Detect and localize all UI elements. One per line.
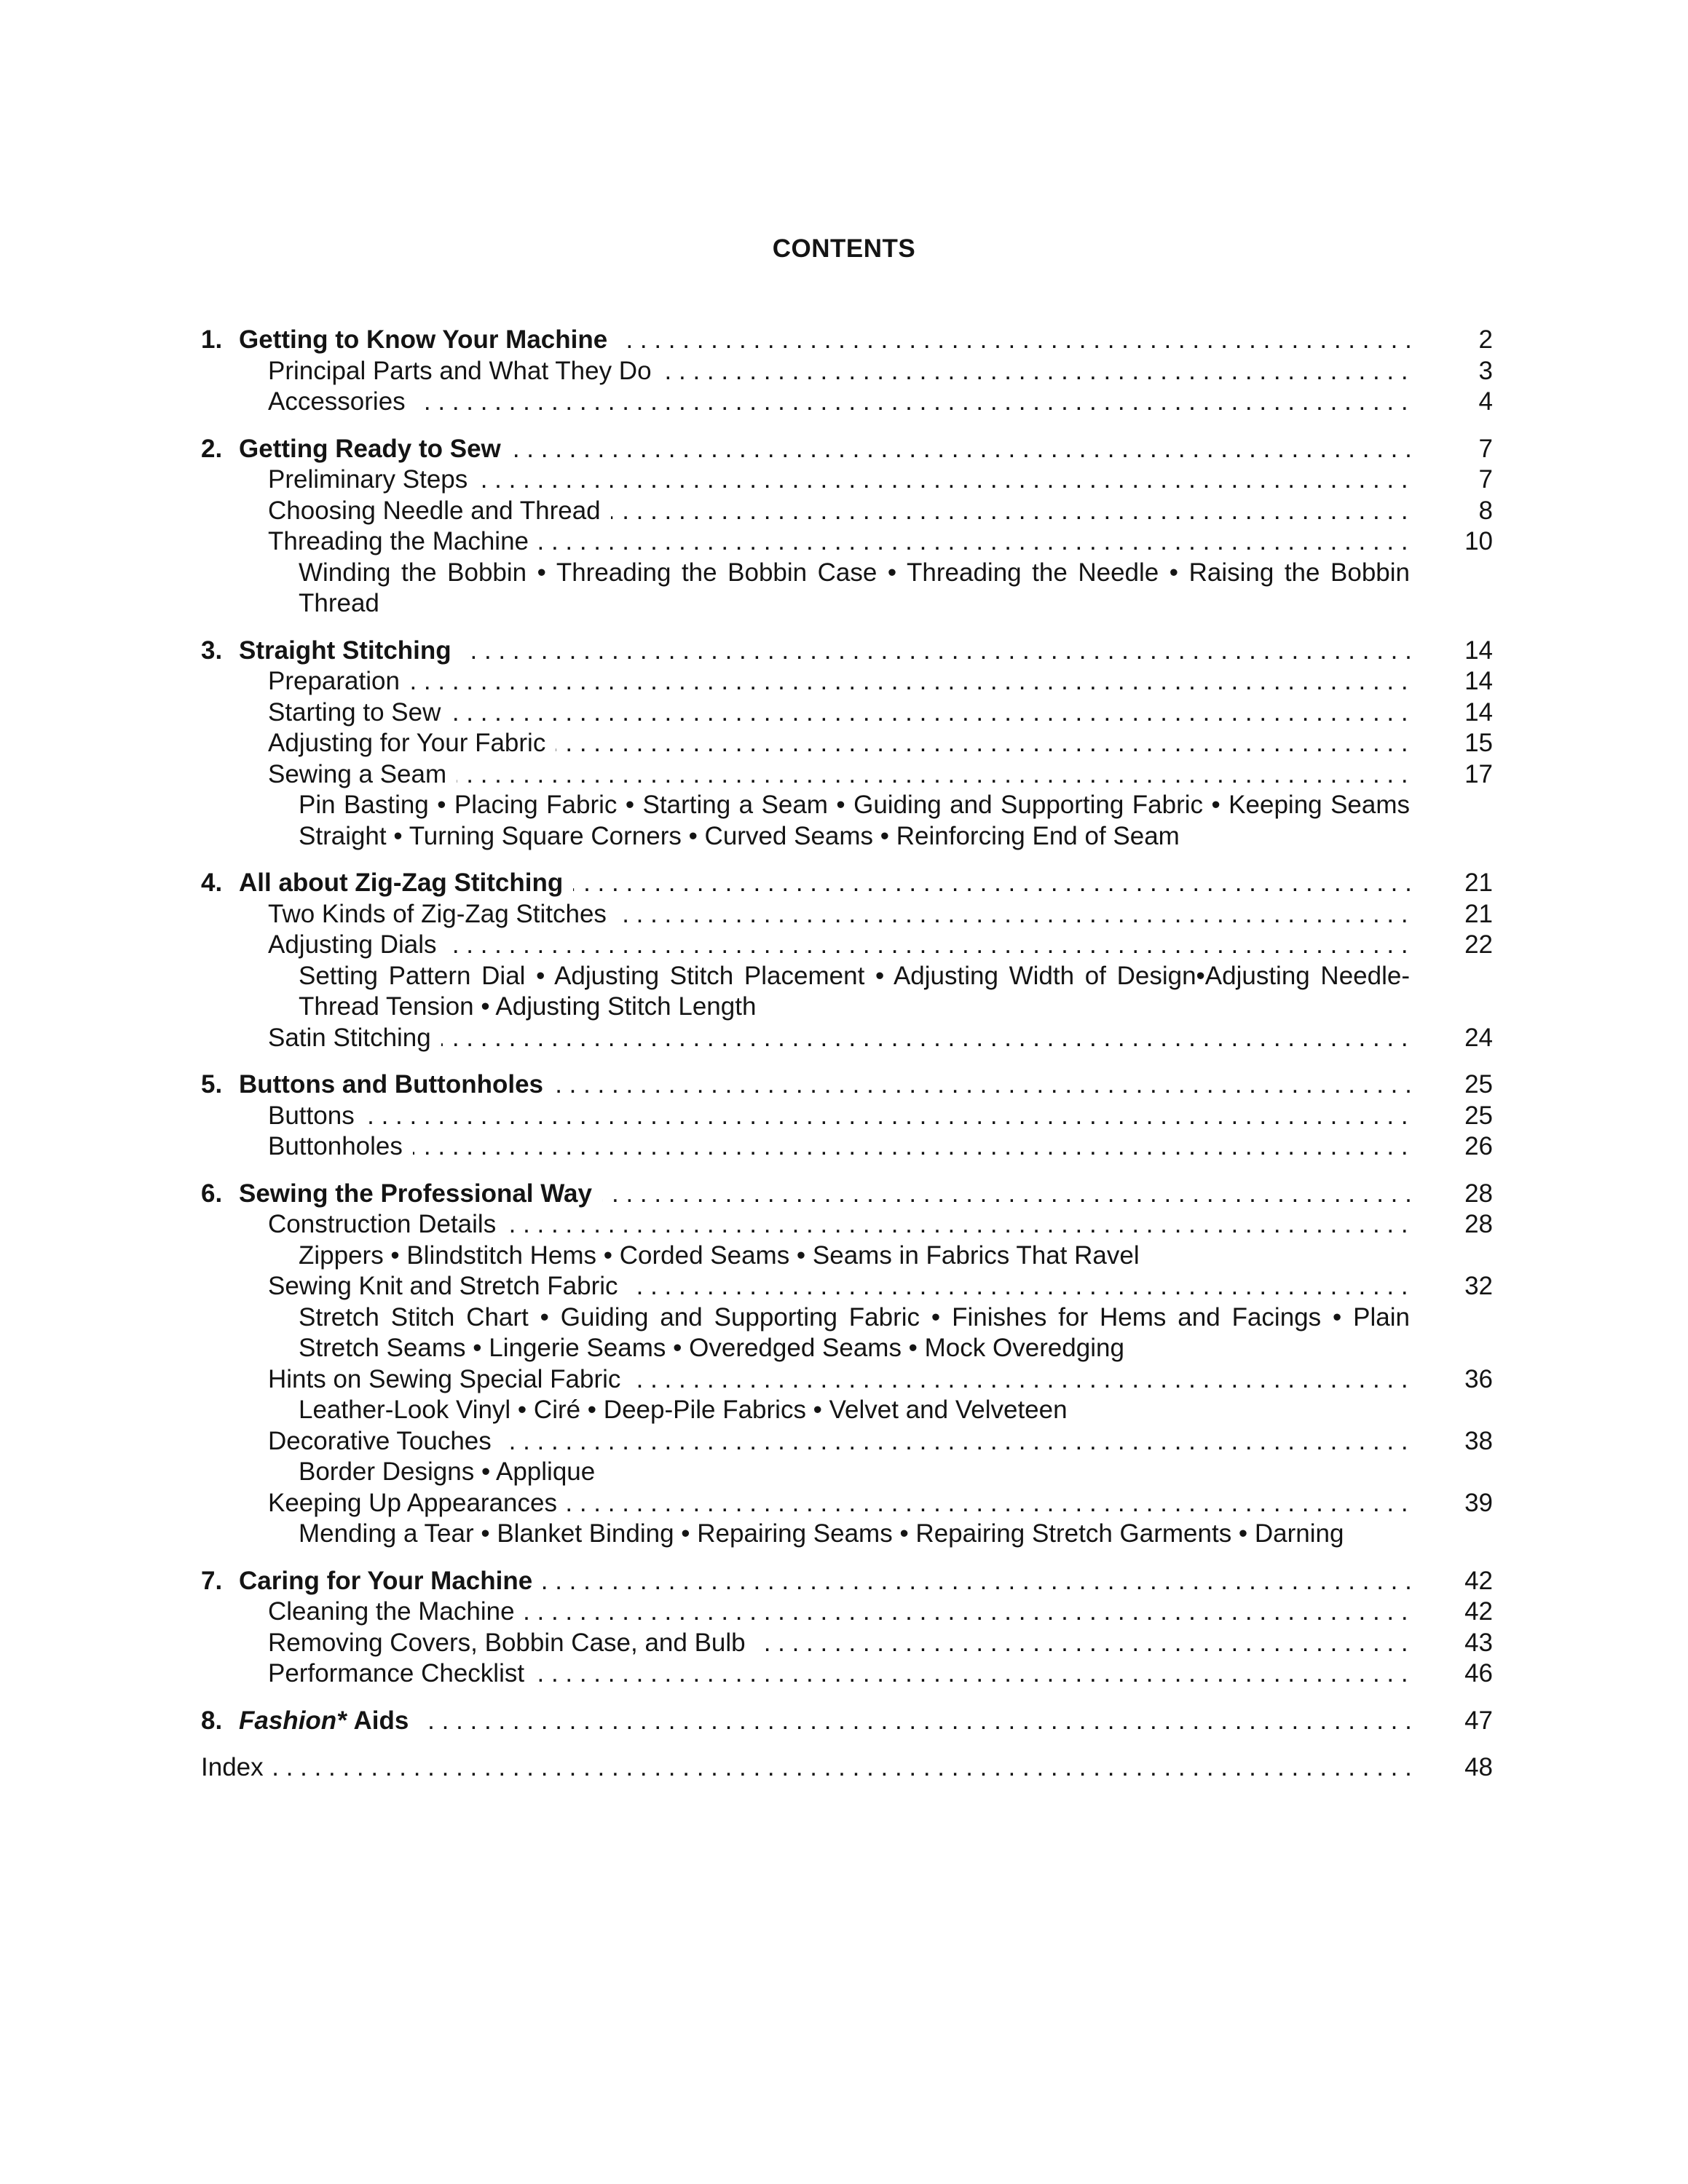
section-number: 2. bbox=[201, 434, 223, 463]
section-heading[interactable] bbox=[201, 1706, 1493, 1737]
entry-title: Buttons bbox=[268, 1101, 365, 1130]
entry-title: Decorative Touches bbox=[268, 1427, 502, 1455]
toc-entry[interactable] bbox=[201, 1271, 1493, 1302]
page-number: 14 bbox=[1464, 697, 1493, 727]
entry-topics: Stretch Stitch Chart • Guiding and Supporting Fabric • Finishes for Hems and Facings • Plain Stretch Seams • Lingerie Seams • Overedged Seams • Mock Overedging bbox=[299, 1302, 1410, 1362]
section-title: Getting Ready to Sew bbox=[239, 434, 501, 463]
page-number: 8 bbox=[1478, 496, 1493, 525]
toc-entry[interactable] bbox=[201, 1658, 1493, 1690]
page-number: 39 bbox=[1464, 1488, 1493, 1517]
section-title: Caring for Your Machine bbox=[239, 1566, 533, 1595]
entry-title: Removing Covers, Bobbin Case, and Bulb bbox=[268, 1629, 756, 1657]
entry-title: Sewing a Seam bbox=[268, 760, 457, 788]
entry-title: Preparation bbox=[268, 667, 410, 695]
entry-title: Starting to Sew bbox=[268, 698, 451, 727]
entry-topics: Zippers • Blindstitch Hems • Corded Seams • Seams in Fabrics That Ravel bbox=[299, 1241, 1140, 1270]
entry-topics: Winding the Bobbin • Threading the Bobbin Case • Threading the Needle • Raising the Bobbin Thread bbox=[299, 558, 1410, 617]
entry-title: Construction Details bbox=[268, 1210, 506, 1238]
toc-entry[interactable] bbox=[201, 1023, 1493, 1054]
section-number: 5. bbox=[201, 1070, 223, 1099]
section-title: Sewing the Professional Way bbox=[239, 1179, 592, 1208]
entry-title: Preliminary Steps bbox=[268, 465, 478, 494]
entry-title: Choosing Needle and Thread bbox=[268, 496, 611, 525]
entry-title: Buttonholes bbox=[268, 1132, 413, 1160]
section-title-italic: Fashion* bbox=[239, 1706, 347, 1735]
section-title: Getting to Know Your Machine bbox=[239, 325, 608, 354]
entry-title: Accessories bbox=[268, 387, 416, 416]
page-number: 25 bbox=[1464, 1101, 1493, 1130]
toc-entry[interactable] bbox=[201, 1101, 1493, 1132]
section-title: Straight Stitching bbox=[239, 636, 451, 665]
entry-title: Sewing Knit and Stretch Fabric bbox=[268, 1272, 628, 1300]
page-number: 17 bbox=[1464, 759, 1493, 788]
page-number: 14 bbox=[1464, 636, 1493, 665]
table-of-contents bbox=[201, 325, 1493, 1800]
page-number: 28 bbox=[1464, 1210, 1493, 1238]
page-number: 21 bbox=[1464, 869, 1493, 897]
toc-entry[interactable] bbox=[201, 1488, 1493, 1519]
toc-entry[interactable] bbox=[201, 728, 1493, 759]
page-number: 38 bbox=[1464, 1426, 1493, 1455]
section-title: Buttons and Buttonholes bbox=[239, 1070, 544, 1099]
toc-entry[interactable] bbox=[201, 356, 1493, 387]
entry-title: Cleaning the Machine bbox=[268, 1597, 525, 1626]
entry-title: Principal Parts and What They Do bbox=[268, 357, 662, 385]
section-number: 8. bbox=[201, 1706, 223, 1735]
toc-section-2 bbox=[201, 434, 1493, 620]
entry-title: Adjusting for Your Fabric bbox=[268, 729, 556, 757]
toc-section-8 bbox=[201, 1706, 1493, 1737]
section-heading[interactable] bbox=[201, 1069, 1493, 1101]
entry-title: Two Kinds of Zig-Zag Stitches bbox=[268, 900, 617, 928]
toc-entry[interactable] bbox=[201, 1209, 1493, 1241]
toc-section-6 bbox=[201, 1179, 1493, 1550]
page-number: 7 bbox=[1478, 434, 1493, 463]
entry-title: Threading the Machine bbox=[268, 527, 539, 555]
toc-entry[interactable] bbox=[201, 496, 1493, 527]
index-entry[interactable] bbox=[201, 1752, 1493, 1784]
page-number: 24 bbox=[1464, 1023, 1493, 1052]
page-number: 7 bbox=[1478, 465, 1493, 494]
section-number: 3. bbox=[201, 636, 223, 665]
page-number: 48 bbox=[1464, 1753, 1493, 1781]
page-number: 21 bbox=[1464, 899, 1493, 928]
section-heading[interactable] bbox=[201, 325, 1493, 356]
toc-entry[interactable] bbox=[201, 387, 1493, 418]
section-title: Aids bbox=[353, 1706, 409, 1735]
page-number: 25 bbox=[1464, 1070, 1493, 1099]
page-number: 15 bbox=[1464, 729, 1493, 757]
toc-entry[interactable] bbox=[201, 930, 1493, 961]
entry-title: Adjusting Dials bbox=[268, 930, 447, 959]
page-number: 46 bbox=[1464, 1659, 1493, 1688]
toc-section-7 bbox=[201, 1566, 1493, 1690]
entry-title: Satin Stitching bbox=[268, 1024, 441, 1052]
entry-title: Performance Checklist bbox=[268, 1659, 535, 1688]
section-title: All about Zig-Zag Stitching bbox=[239, 869, 564, 897]
toc-entry[interactable] bbox=[201, 1426, 1493, 1457]
section-heading[interactable] bbox=[201, 1179, 1493, 1210]
page-number: 4 bbox=[1478, 387, 1493, 416]
index-title: Index bbox=[201, 1753, 274, 1781]
entry-topics: Leather-Look Vinyl • Ciré • Deep-Pile Fabrics • Velvet and Velveteen bbox=[299, 1396, 1068, 1424]
section-number: 6. bbox=[201, 1179, 223, 1208]
page-number: 32 bbox=[1464, 1272, 1493, 1300]
page-number: 26 bbox=[1464, 1132, 1493, 1160]
toc-entry[interactable] bbox=[201, 899, 1493, 930]
toc-entry[interactable] bbox=[201, 666, 1493, 697]
toc-entry[interactable] bbox=[201, 1131, 1493, 1163]
section-heading[interactable] bbox=[201, 1566, 1493, 1597]
page-number: 42 bbox=[1464, 1597, 1493, 1626]
toc-section-4 bbox=[201, 868, 1493, 1053]
entry-title: Keeping Up Appearances bbox=[268, 1489, 567, 1517]
toc-entry[interactable] bbox=[201, 1628, 1493, 1659]
toc-entry[interactable] bbox=[201, 526, 1493, 558]
entry-topics: Border Designs • Applique bbox=[299, 1457, 596, 1486]
toc-section-3 bbox=[201, 636, 1493, 852]
toc-entry[interactable] bbox=[201, 1597, 1493, 1628]
page-number: 10 bbox=[1464, 527, 1493, 555]
toc-index bbox=[201, 1752, 1493, 1784]
page-number: 22 bbox=[1464, 930, 1493, 959]
toc-entry[interactable] bbox=[201, 759, 1493, 791]
page-number: 47 bbox=[1464, 1706, 1493, 1735]
section-heading[interactable] bbox=[201, 636, 1493, 667]
section-number: 1. bbox=[201, 325, 223, 354]
page-number: 28 bbox=[1464, 1179, 1493, 1208]
entry-topics: Mending a Tear • Blanket Binding • Repairing Seams • Repairing Stretch Garments • Darning bbox=[299, 1519, 1344, 1548]
page-number: 14 bbox=[1464, 667, 1493, 695]
toc-section-1 bbox=[201, 325, 1493, 418]
page-number: 2 bbox=[1478, 325, 1493, 354]
section-number: 4. bbox=[201, 869, 223, 897]
page-number: 43 bbox=[1464, 1628, 1493, 1657]
toc-entry[interactable] bbox=[201, 464, 1493, 496]
entry-topics: Pin Basting • Placing Fabric • Starting a Seam • Guiding and Supporting Fabric • Keeping Seams Straight • Turning Square Corners • Curved Seams • Reinforcing End of Seam bbox=[299, 791, 1410, 850]
page-number: 3 bbox=[1478, 356, 1493, 385]
toc-section-5 bbox=[201, 1069, 1493, 1163]
page-number: 36 bbox=[1464, 1364, 1493, 1393]
section-number: 7. bbox=[201, 1566, 223, 1595]
toc-entry[interactable] bbox=[201, 1364, 1493, 1396]
page-title: CONTENTS bbox=[772, 234, 916, 263]
page-number: 42 bbox=[1464, 1566, 1493, 1595]
section-heading[interactable] bbox=[201, 434, 1493, 465]
section-heading[interactable] bbox=[201, 868, 1493, 899]
toc-entry[interactable] bbox=[201, 697, 1493, 729]
entry-topics: Setting Pattern Dial • Adjusting Stitch Placement • Adjusting Width of Design•Adjusting Needle-Thread Tension • Adjusting Stitch Length bbox=[299, 961, 1410, 1021]
entry-title: Hints on Sewing Special Fabric bbox=[268, 1365, 631, 1393]
